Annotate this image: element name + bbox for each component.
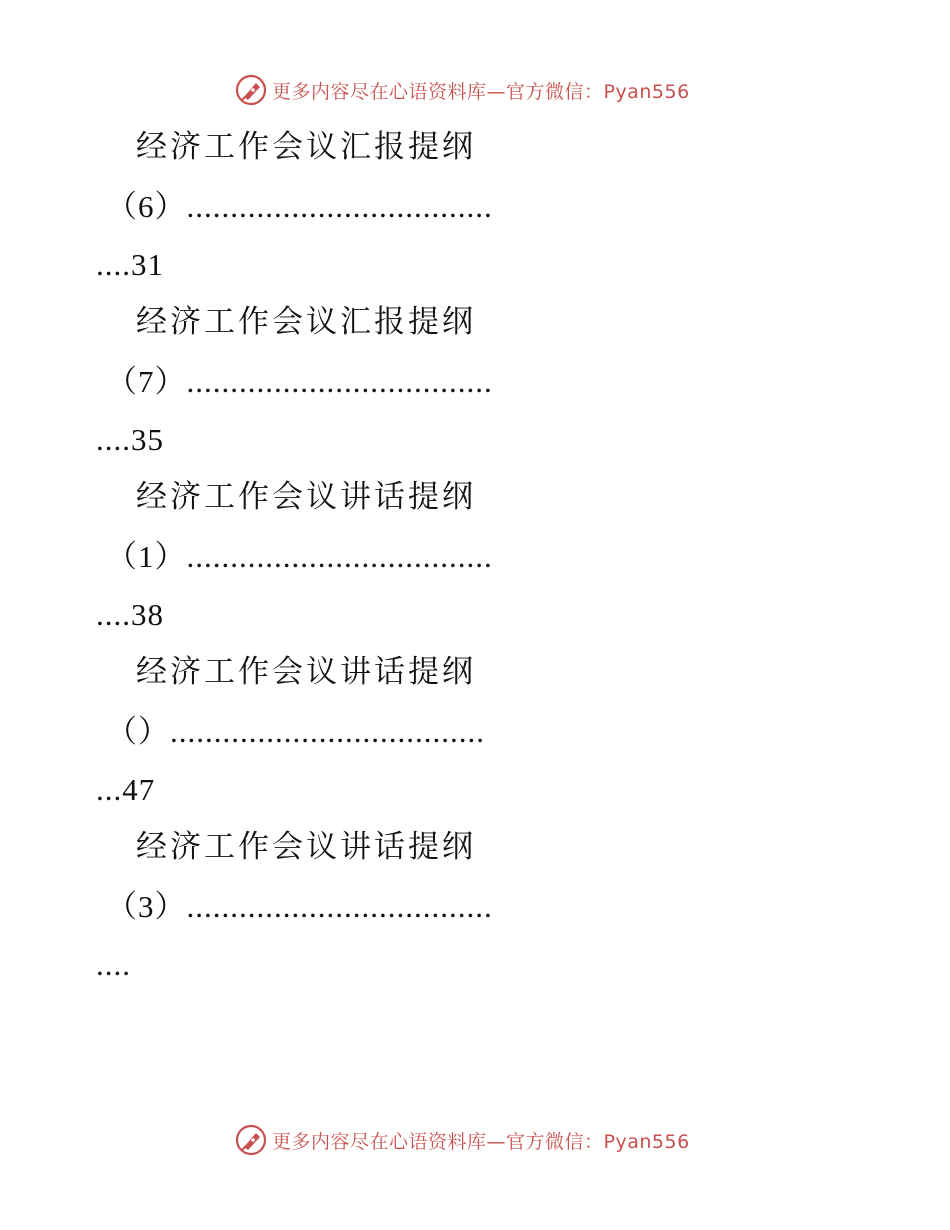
pen-nib-circle-icon	[234, 1123, 268, 1157]
toc-entry-marker: （1）	[106, 539, 187, 574]
toc-entry-page-line	[96, 245, 856, 285]
toc-entry-leader: ...................................	[186, 364, 493, 399]
toc-entry-title[interactable]: 经济工作会议汇报提纲	[136, 304, 476, 340]
toc-entry-leader-line	[106, 187, 846, 227]
toc-entry-page-line	[96, 945, 856, 985]
toc-entry-leader-line	[106, 712, 846, 752]
toc-entry-marker: （6）	[106, 189, 187, 224]
toc-entry-leader-cont: ....	[96, 247, 131, 282]
toc-entry-marker: （3）	[106, 889, 187, 924]
header-watermark	[234, 72, 754, 108]
footer-watermark	[234, 1122, 754, 1158]
toc-entry-leader: ....................................	[170, 714, 485, 749]
toc-entry-leader: ...................................	[186, 539, 493, 574]
toc-entry-title[interactable]: 经济工作会议讲话提纲	[136, 829, 476, 865]
toc-entry-title[interactable]: 经济工作会议讲话提纲	[136, 654, 476, 690]
toc-entry-page-line	[96, 770, 856, 810]
toc-entry-page-line	[96, 595, 856, 635]
toc-entry-leader-cont: ...	[96, 772, 123, 807]
toc-entry-leader-line	[106, 887, 846, 927]
watermark-text: 更多内容尽在心语资料库—官方微信：Pyan556	[272, 80, 690, 103]
toc-entry-leader-cont: ....	[96, 947, 131, 982]
toc-entry-page-number: 35	[131, 422, 164, 457]
toc-entry-marker: （）	[106, 714, 170, 749]
toc-entry-leader-cont: ....	[96, 422, 131, 457]
toc-entry-page-number: 31	[131, 247, 164, 282]
watermark-text: 更多内容尽在心语资料库—官方微信：Pyan556	[272, 1130, 690, 1153]
toc-entry-leader-cont: ....	[96, 597, 131, 632]
toc-entry-title[interactable]: 经济工作会议汇报提纲	[136, 129, 476, 165]
toc-entry-page-number: 38	[131, 597, 164, 632]
toc-entry-title[interactable]: 经济工作会议讲话提纲	[136, 479, 476, 515]
toc-entry-leader: ...................................	[186, 889, 493, 924]
toc-entry-page-line	[96, 420, 856, 460]
toc-entry-marker: （7）	[106, 364, 187, 399]
toc-entry-page-number: 47	[122, 772, 156, 807]
toc-entry-leader: ...................................	[186, 189, 493, 224]
toc-entry-leader-line	[106, 537, 846, 577]
toc-entry-leader-line	[106, 362, 846, 402]
pen-nib-circle-icon	[234, 73, 268, 107]
